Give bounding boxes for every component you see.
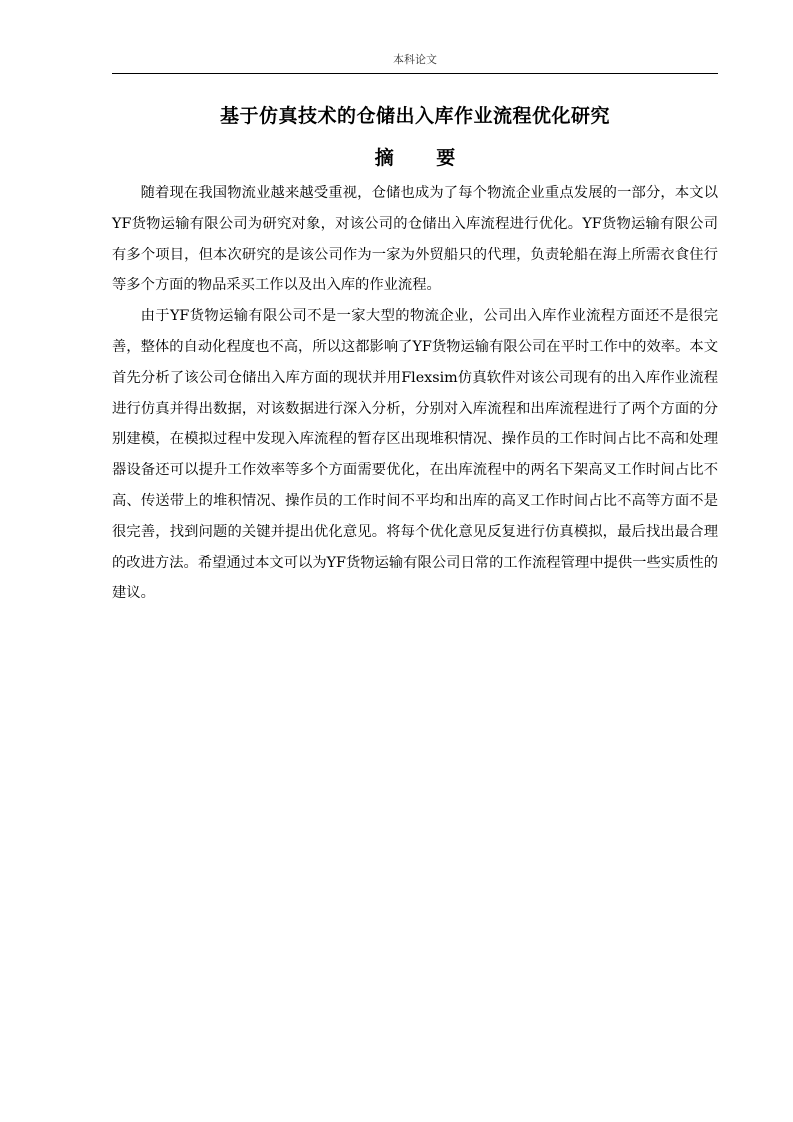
abstract-body <box>112 178 718 609</box>
abstract-heading: 摘 要 <box>374 147 474 169</box>
abstract-paragraph-1: 随着现在我国物流业越来越受重视，仓储也成为了每个物流企业重点发展的一部分，本文以YF货物运输有限公司为研究对象，对该公司的仓储出入库流程进行优化。YF货物运输有限公司有多个项目，但本次研究的是该公司作为一家为外贸船只的代理，负责轮船在海上所需衣食住行等多个方面的物品采买工作以及出入库的作业流程。 <box>112 185 718 294</box>
abstract-paragraph-2: 由于YF货物运输有限公司不是一家大型的物流企业，公司出入库作业流程方面还不是很完善，整体的自动化程度也不高，所以这都影响了YF货物运输有限公司在平时工作中的效率。本文首先分析了该公司仓储出入库方面的现状并用Flexsim仿真软件对该公司现有的出入库作业流程进行仿真并得出数据，对该数据进行深入分析，分别对入库流程和出库流程进行了两个方面的分别建模，在模拟过程中发现入库流程的暂存区出现堆积情况、操作员的工作时间占比不高和处理器设备还可以提升工作效率等多个方面需要优化，在出库流程中的两名下架高叉工作时间占比不高、传送带上的堆积情况、操作员的工作时间不平均和出库的高叉工作时间占比不高等方面不是很完善，找到问题的关键并提出优化意见。将每个优化意见反复进行仿真模拟，最后找出最合理的改进方法。希望通过本文可以为YF货物运输有限公司日常的工作流程管理中提供一些实质性的建议。 <box>112 308 718 602</box>
document-title: 基于仿真技术的仓储出入库作业流程优化研究 <box>219 105 610 127</box>
header-rule <box>112 73 718 74</box>
page-header: 本科论文 <box>393 53 437 66</box>
